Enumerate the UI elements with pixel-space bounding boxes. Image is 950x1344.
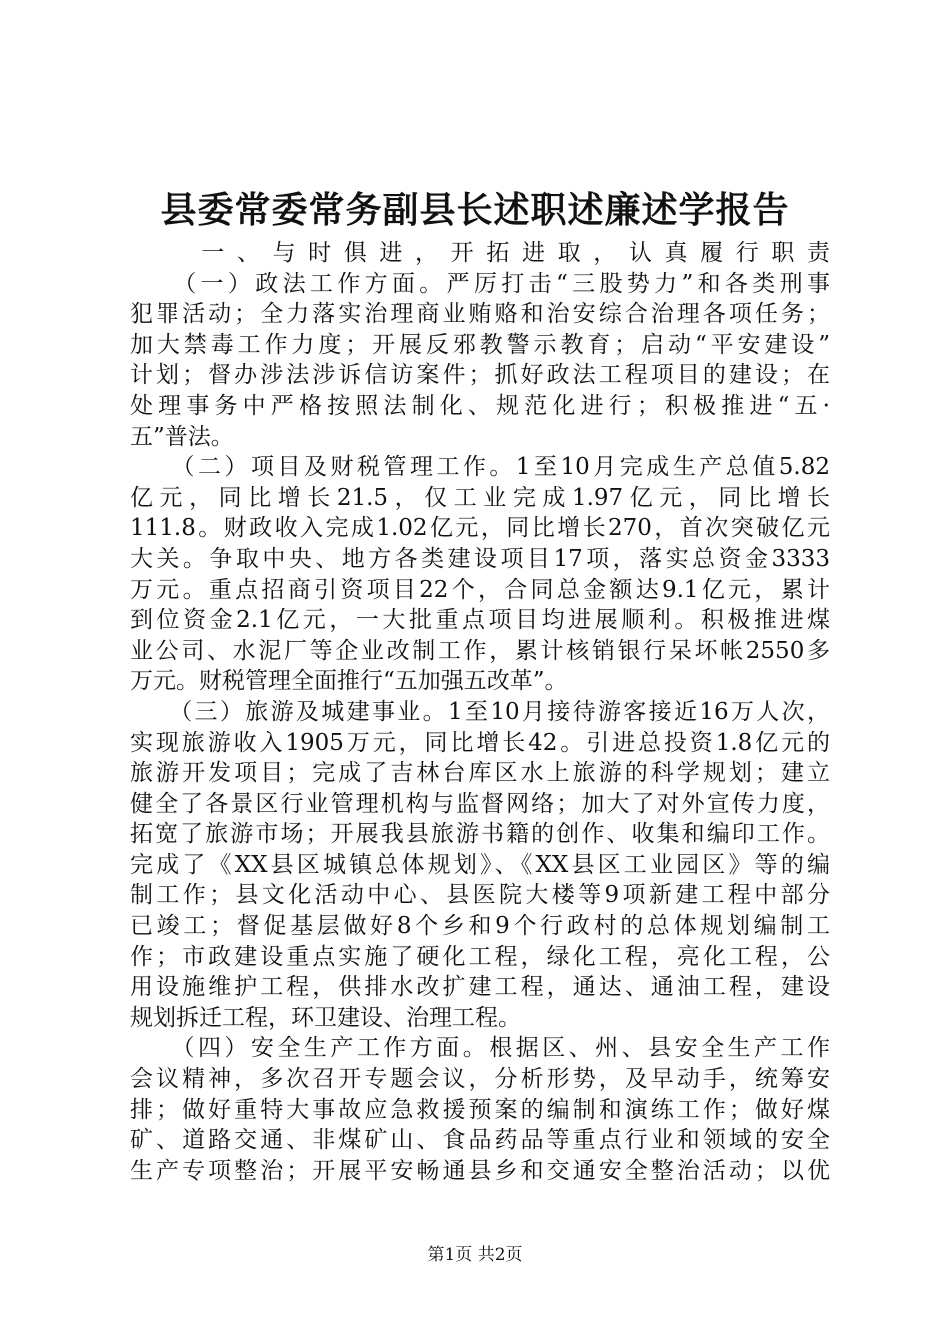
- body-line: 已竣工；督促基层做好8个乡和9个行政村的总体规划编制工: [130, 913, 830, 940]
- body-line: 万元。财税管理全面推行“五加强五改革”。: [130, 668, 568, 695]
- body-line: 万元。重点招商引资项目22个，合同总金额达9.1亿元，累计: [130, 576, 830, 603]
- body-line: 制工作；县文化活动中心、县医院大楼等9项新建工程中部分: [130, 882, 830, 909]
- body-line: （四）安全生产工作方面。根据区、州、县安全生产工作: [130, 1035, 830, 1062]
- page-number-footer: 第1页 共2页: [427, 1245, 523, 1265]
- body-line: 计划；督办涉法涉诉信访案件；抓好政法工程项目的建设；在: [130, 362, 830, 389]
- body-line: 完成了《XX县区城镇总体规划》、《XX县区工业园区》等的编: [130, 851, 830, 878]
- body-line: 业公司、水泥厂等企业改制工作，累计核销银行呆坏帐2550多: [130, 637, 830, 664]
- body-line: （一）政法工作方面。严厉打击“三股势力”和各类刑事: [130, 270, 830, 297]
- body-line: 处理事务中严格按照法制化、规范化进行；积极推进“五·: [130, 392, 830, 419]
- body-line: 拓宽了旅游市场；开展我县旅游书籍的创作、收集和编印工作。: [130, 821, 830, 848]
- body-line: 生产专项整治；开展平安畅通县乡和交通安全整治活动；以优: [130, 1157, 830, 1184]
- body-line: 实现旅游收入1905万元，同比增长42。引进总投资1.8亿元的: [130, 729, 830, 756]
- body-line: 用设施维护工程，供排水改扩建工程，通达、通油工程，建设: [130, 974, 830, 1001]
- body-line: 到位资金2.1亿元，一大批重点项目均进展顺利。积极推进煤: [130, 607, 830, 634]
- body-line: 排；做好重特大事故应急救援预案的编制和演练工作；做好煤: [130, 1096, 830, 1123]
- body-line: 旅游开发项目；完成了吉林台库区水上旅游的科学规划；建立: [130, 760, 830, 787]
- body-line: （三）旅游及城建事业。1至10月接待游客接近16万人次，: [130, 698, 830, 725]
- document-title: 县委常委常务副县长述职述廉述学报告: [160, 189, 790, 231]
- body-line: 犯罪活动；全力落实治理商业贿赂和治安综合治理各项任务；: [130, 301, 830, 328]
- body-line: 健全了各景区行业管理机构与监督网络；加大了对外宣传力度，: [130, 790, 830, 817]
- body-line: （二）项目及财税管理工作。1至10月完成生产总值5.82: [130, 454, 830, 481]
- body-line: 亿元，同比增长21.5，仅工业完成1.97亿元，同比增长: [130, 484, 830, 511]
- body-line: 矿、道路交通、非煤矿山、食品药品等重点行业和领域的安全: [130, 1127, 830, 1154]
- body-line: 五”普法。: [130, 423, 234, 450]
- body-line: 加大禁毒工作力度；开展反邪教警示教育；启动“平安建设”: [130, 331, 830, 358]
- body-line: 一、与时俱进，开拓进取，认真履行职责: [130, 240, 830, 266]
- body-line: 规划拆迁工程，环卫建设、治理工程。: [130, 1004, 521, 1031]
- body-line: 作；市政建设重点实施了硬化工程，绿化工程，亮化工程，公: [130, 943, 830, 970]
- body-line: 111.8。财政收入完成1.02亿元，同比增长270，首次突破亿元: [130, 515, 830, 542]
- body-line: 大关。争取中央、地方各类建设项目17项，落实总资金3333: [130, 545, 830, 572]
- body-line: 会议精神，多次召开专题会议，分析形势，及早动手，统筹安: [130, 1066, 830, 1093]
- document-body: [130, 238, 830, 1186]
